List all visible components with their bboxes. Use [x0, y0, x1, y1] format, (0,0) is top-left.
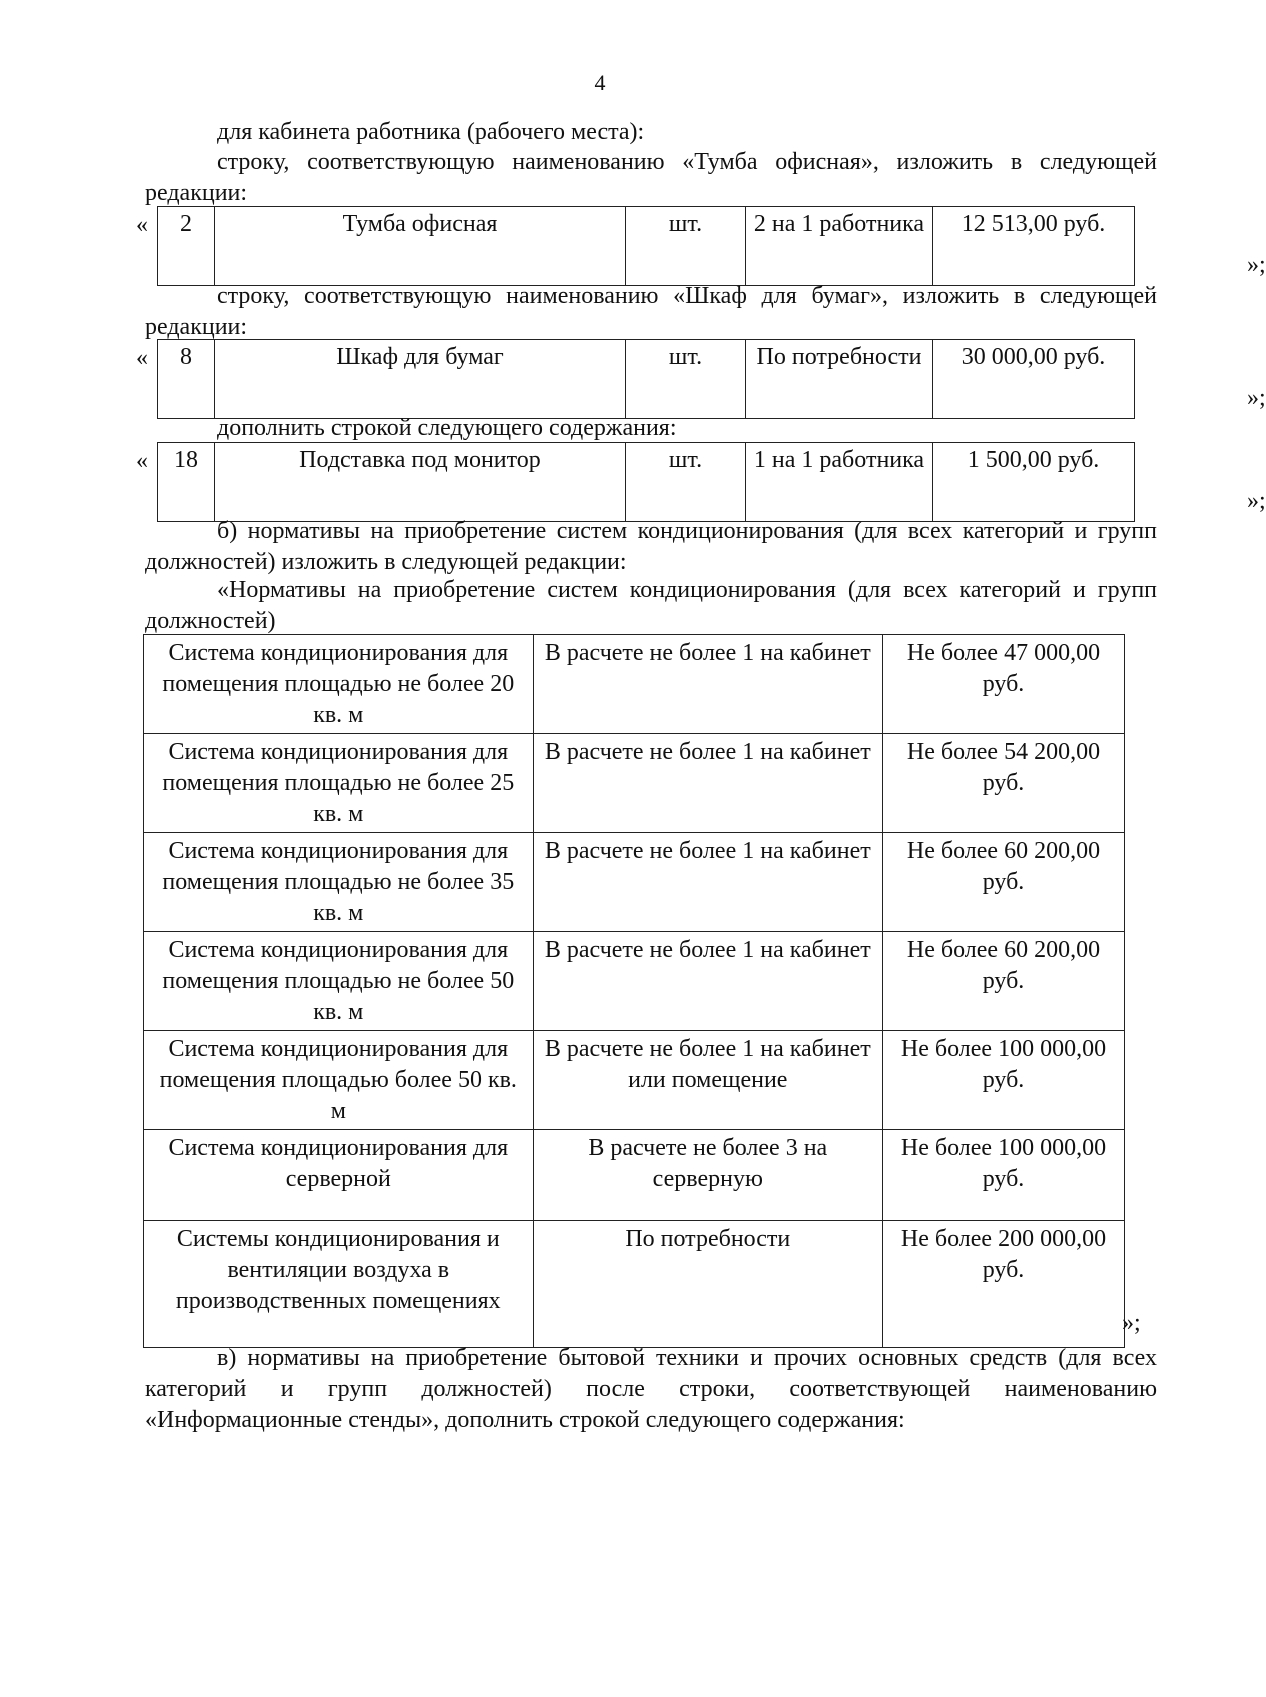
paragraph-tumba-instruction: строку, соответствующую наименованию «Тумба офисная», изложить в следующей редакции:: [145, 149, 1157, 206]
item-unit: шт.: [626, 340, 746, 419]
quote-open: «: [136, 212, 148, 238]
item-price: 30 000,00 руб.: [933, 340, 1135, 419]
ac-system-name: Система кондиционирования для помещения площадью не более 20 кв. м: [144, 635, 534, 734]
quote-close: »;: [1247, 385, 1266, 411]
ac-system-name: Система кондиционирования для помещения площадью более 50 кв. м: [144, 1031, 534, 1130]
ac-system-name: Система кондиционирования для серверной: [144, 1130, 534, 1221]
table-row: [158, 207, 1135, 286]
paragraph-add-row: дополнить строкой следующего содержания:: [217, 415, 677, 441]
quote-close: »;: [1247, 252, 1266, 278]
ac-price: Не более 60 200,00 руб.: [883, 932, 1125, 1031]
item-price: 12 513,00 руб.: [933, 207, 1135, 286]
paragraph-shkaf-instruction: строку, соответствующую наименованию «Шкаф для бумаг», изложить в следующей редакции:: [145, 283, 1157, 340]
item-unit: шт.: [626, 443, 746, 522]
item-quantity: 1 на 1 работника: [746, 443, 933, 522]
row-table: [157, 442, 1135, 522]
ac-norm: В расчете не более 3 на серверную: [533, 1130, 882, 1221]
item-name: Шкаф для бумаг: [215, 340, 626, 419]
row-table-monitor-stand: [130, 442, 1266, 522]
row-number: 8: [158, 340, 215, 419]
table-row: [144, 833, 1125, 932]
ac-price: Не более 200 000,00 руб.: [883, 1221, 1125, 1348]
item-price: 1 500,00 руб.: [933, 443, 1135, 522]
ac-system-name: Система кондиционирования для помещения площадью не более 35 кв. м: [144, 833, 534, 932]
ac-system-name: Система кондиционирования для помещения площадью не более 25 кв. м: [144, 734, 534, 833]
item-name: Тумба офисная: [215, 207, 626, 286]
table-row: [158, 443, 1135, 522]
item-name: Подставка под монитор: [215, 443, 626, 522]
paragraph-workplace-intro: для кабинета работника (рабочего места):: [217, 119, 645, 145]
ac-norm: В расчете не более 1 на кабинет или помещение: [533, 1031, 882, 1130]
item-unit: шт.: [626, 207, 746, 286]
ac-norms-table: [143, 634, 1125, 1348]
ac-norms-table-wrap: [143, 634, 1163, 1348]
row-table: [157, 339, 1135, 419]
table-row: [144, 635, 1125, 734]
ac-system-name: Системы кондиционирования и вентиляции воздуха в производственных помещениях: [144, 1221, 534, 1348]
paragraph-ac-heading: «Нормативы на приобретение систем кондиционирования (для всех категорий и групп должностей): [145, 577, 1157, 634]
ac-price: Не более 100 000,00 руб.: [883, 1130, 1125, 1221]
ac-norm: В расчете не более 1 на кабинет: [533, 932, 882, 1031]
quote-open: «: [136, 345, 148, 371]
ac-price: Не более 100 000,00 руб.: [883, 1031, 1125, 1130]
row-table: [157, 206, 1135, 286]
paragraph-appliances-instruction: в) нормативы на приобретение бытовой техники и прочих основных средств (для всех категорий и групп должностей) после строки, соответствующей наименованию «Информационные стенды», дополнить строкой следующего содержания:: [145, 1345, 1157, 1433]
ac-norm: В расчете не более 1 на кабинет: [533, 833, 882, 932]
table-row: [144, 734, 1125, 833]
quote-open: «: [136, 448, 148, 474]
table-row: [158, 340, 1135, 419]
table-row: [144, 1130, 1125, 1221]
row-table-tumba: [130, 206, 1266, 286]
table-row: [144, 1221, 1125, 1348]
quote-close: »;: [1122, 1310, 1141, 1336]
ac-price: Не более 54 200,00 руб.: [883, 734, 1125, 833]
item-quantity: По потребности: [746, 340, 933, 419]
row-number: 2: [158, 207, 215, 286]
page-number: 4: [594, 70, 606, 95]
row-table-shkaf: [130, 339, 1266, 419]
quote-close: »;: [1247, 488, 1266, 514]
ac-norm: По потребности: [533, 1221, 882, 1348]
ac-system-name: Система кондиционирования для помещения площадью не более 50 кв. м: [144, 932, 534, 1031]
row-number: 18: [158, 443, 215, 522]
ac-norm: В расчете не более 1 на кабинет: [533, 635, 882, 734]
table-row: [144, 1031, 1125, 1130]
item-quantity: 2 на 1 работника: [746, 207, 933, 286]
table-row: [144, 932, 1125, 1031]
ac-norm: В расчете не более 1 на кабинет: [533, 734, 882, 833]
ac-price: Не более 47 000,00 руб.: [883, 635, 1125, 734]
ac-price: Не более 60 200,00 руб.: [883, 833, 1125, 932]
paragraph-ac-instruction: б) нормативы на приобретение систем кондиционирования (для всех категорий и групп должностей) изложить в следующей редакции:: [145, 518, 1157, 575]
